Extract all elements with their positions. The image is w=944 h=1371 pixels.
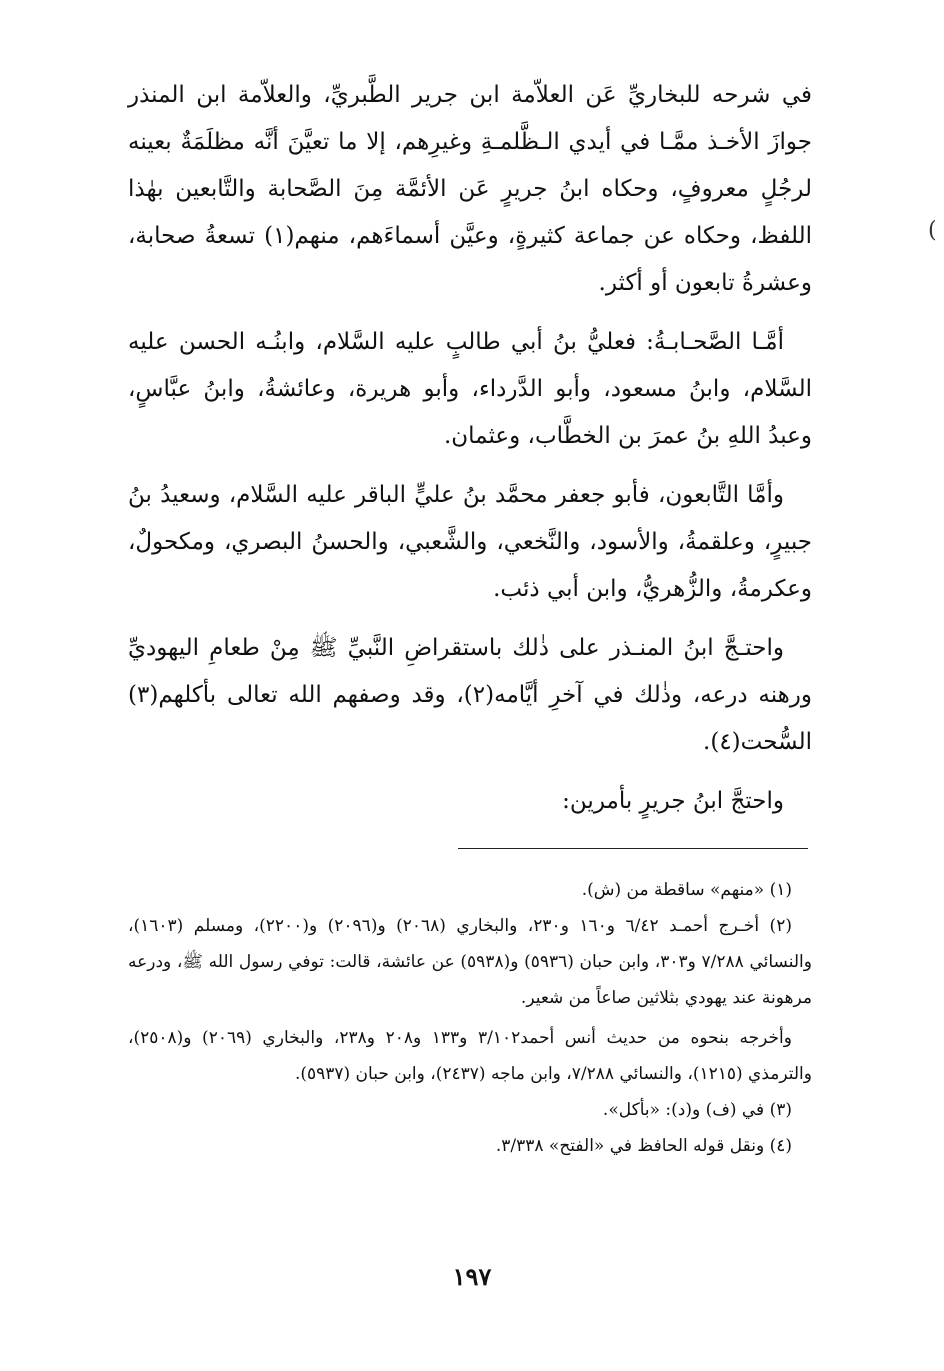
paragraph-4-text: واحتـجَّ ابنُ المنـذر على ذٰلك باستقراضِ النَّبيِّ ﷺ مِنْ طعامِ اليهوديِّ ورهنه درعه، وذٰلك في آخرِ أيَّامه(٢)، وقد وصفهم الله تعالى بأكلهم(٣) السُّحت(٤). [128, 635, 813, 755]
paragraph-3-text: وأمَّا التَّابعون، فأبو جعفر محمَّد بنُ عليٍّ الباقر عليه السَّلام، وسعيدُ بنُ جبيرٍ، وعلقمةُ، والأسود، والنَّخعي، والشَّعبي، والحسنُ البصري، ومكحولٌ، وعكرمةُ، والزُّهريُّ، وابن أبي ذئب. [128, 482, 812, 602]
footnote-2-continued: وأخرجه بنحوه من حديث أنس أحمد٣/١٠٢ و١٣٣ و٢٠٨ و٢٣٨، والبخاري (٢٠٦٩) و(٢٥٠٨)، والترمذي (١٢١٥)، والنسائي ٧/٢٨٨، وابن ماجه (٢٤٣٧)، وابن حبان (٥٩٣٧). [128, 1028, 812, 1084]
footnote-2: (٢) أخـرج أحمـد ٦/٤٢ و١٦٠ و٢٣٠، والبخاري (٢٠٦٨) و(٢٠٩٦) و(٢٢٠٠)، ومسلم (١٦٠٣)، والنسائي ٧/٢٨٨ و٣٠٣، وابن حبان (٥٩٣٦) و(٥٩٣٨) عن عائشة، قالت: توفي رسول الله ﷺ، ودرعه مرهونة عند يهودي بثلاثين صاعاً من شعير. [128, 916, 812, 1008]
footnote-4: (٤) ونقل قوله الحافظ في «الفتح» ٣/٣٣٨. [495, 1136, 792, 1156]
paragraph-1-text: في شرحه للبخاريِّ عَن العلاّمة ابن جرير الطَّبريِّ، والعلاّمة ابن المنذر جوازَ الأخـذ ممَّـا في أيدي الـظَّلمـةِ وغيرِهم، إلا ما تعيَّنَ أنَّه مظلَمَةٌ بعينه لرجُلٍ معروفٍ، وحكاه ابنُ جريرٍ عَن الأئمَّة مِنَ الصَّحابة والتَّابعين بهٰذا اللفظ، وحكاه عن جماعة كثيرةٍ، وعيَّن أسماءَهم، منهم(١) تسعةُ صحابة، وعشرةُ تابعون أو أكثر. [128, 82, 813, 296]
footnote-separator [458, 848, 808, 849]
paragraph-2-text: أمَّـا الصَّحـابـةُ: فعليُّ بنُ أبي طالبٍ عليه السَّلام، وابنُـه الحسن عليه السَّلام، وابنُ مسعود، وأبو الدَّرداء، وأبو هريرة، وعائشةُ، وابنُ عبَّاسٍ، وعبدُ اللهِ بنُ عمرَ بن الخطَّاب، وعثمان. [128, 329, 812, 449]
paragraph-1 [128, 72, 812, 307]
footnote-1: (١) «منهم» ساقطة من (ش). [581, 880, 792, 900]
margin-mark: ( [928, 218, 937, 243]
paragraph-5 [128, 778, 812, 825]
footnote-3: (٣) في (ف) و(د): «بأكل». [602, 1100, 792, 1120]
paragraph-3 [128, 472, 812, 613]
paragraph-4 [128, 625, 812, 766]
footnotes [128, 872, 812, 1164]
paragraph-2 [128, 319, 812, 460]
page-number: ١٩٧ [452, 1262, 492, 1291]
main-text [128, 72, 812, 837]
paragraph-5-text: واحتجَّ ابنُ جريرٍ بأمرين: [562, 788, 784, 814]
